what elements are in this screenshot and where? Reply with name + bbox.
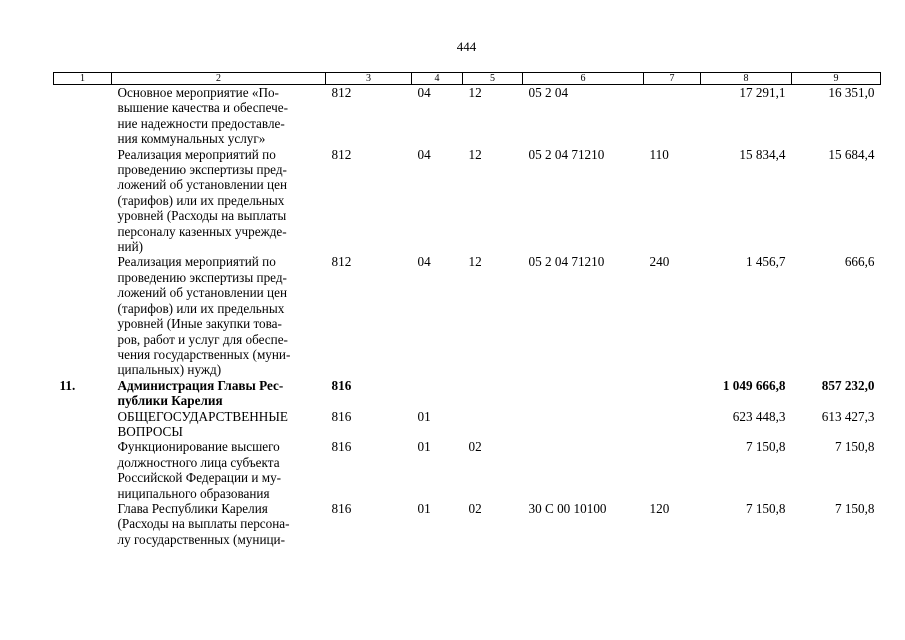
row-value-year2: 7 150,8 bbox=[834, 500, 875, 516]
row-name-line: чения государственных (муни- bbox=[117, 346, 291, 362]
row-name bbox=[112, 439, 326, 501]
table-row bbox=[54, 378, 881, 409]
row-section bbox=[412, 378, 463, 409]
row-expense-type: 120 bbox=[649, 500, 670, 516]
row-name-line: ципальных) нужд) bbox=[117, 362, 222, 378]
row-expense-type bbox=[644, 409, 701, 440]
row-ministry-code: 816 bbox=[331, 408, 352, 424]
row-section: 01 bbox=[417, 500, 431, 516]
row-ministry-code: 816 bbox=[331, 439, 352, 455]
column-header-7: 7 bbox=[644, 73, 701, 85]
row-name-line: Функционирование высшего bbox=[117, 439, 280, 455]
row-ministry-code: 812 bbox=[331, 85, 352, 100]
row-name-line: (тарифов) или их предельных bbox=[117, 192, 285, 208]
row-name-line: проведению экспертизы пред- bbox=[117, 162, 287, 178]
row-name bbox=[112, 501, 326, 547]
budget-table bbox=[53, 72, 881, 547]
row-subsection bbox=[463, 409, 523, 440]
row-number bbox=[54, 147, 112, 255]
row-expense-type bbox=[644, 378, 701, 409]
row-name-line: уровней (Иные закупки това- bbox=[117, 316, 282, 332]
row-section: 01 bbox=[417, 408, 431, 424]
row-expense-type: 110 bbox=[649, 146, 669, 162]
row-section: 04 bbox=[417, 85, 431, 100]
row-subsection: 02 bbox=[468, 439, 482, 455]
row-name-line: ний) bbox=[117, 239, 144, 255]
table-row bbox=[54, 85, 881, 147]
row-number: 11. bbox=[59, 377, 76, 393]
row-name-line: ВОПРОСЫ bbox=[117, 423, 183, 439]
row-name-line: (тарифов) или их предельных bbox=[117, 300, 285, 316]
row-subsection: 12 bbox=[468, 85, 482, 100]
table-row bbox=[54, 409, 881, 440]
row-name-line: Российской Федерации и му- bbox=[117, 470, 282, 486]
row-name-line: ложений об установлении цен bbox=[117, 177, 288, 193]
row-ministry-code: 812 bbox=[331, 146, 352, 162]
table-header bbox=[54, 73, 881, 85]
row-name bbox=[112, 147, 326, 255]
row-name-line: лу государственных (муници- bbox=[117, 531, 286, 547]
row-name-line: ров, работ и услуг для обеспе- bbox=[117, 331, 288, 347]
row-name-line: Основное мероприятие «По- bbox=[117, 85, 279, 100]
row-section: 04 bbox=[417, 146, 431, 162]
row-name-line: Глава Республики Карелия bbox=[117, 500, 268, 516]
table-row bbox=[54, 147, 881, 255]
column-header-9: 9 bbox=[792, 73, 881, 85]
row-name-line: уровней (Расходы на выплаты bbox=[117, 208, 287, 224]
row-name-line: Реализация мероприятий по bbox=[117, 146, 276, 162]
row-name-line: должностного лица субъекта bbox=[117, 454, 280, 470]
row-name-line: Администрация Главы Рес- bbox=[117, 377, 284, 393]
row-name-line: персоналу казенных учрежде- bbox=[117, 223, 287, 239]
row-target-article: 05 2 04 71210 bbox=[528, 254, 605, 270]
row-name-line: Реализация мероприятий по bbox=[117, 254, 276, 270]
row-target-article bbox=[523, 439, 644, 501]
row-number bbox=[54, 254, 112, 377]
row-name-line: проведению экспертизы пред- bbox=[117, 269, 287, 285]
row-expense-type bbox=[644, 85, 701, 147]
row-name bbox=[112, 85, 326, 147]
row-value-year2: 7 150,8 bbox=[834, 439, 875, 455]
table-body bbox=[54, 85, 881, 548]
row-value-year1: 623 448,3 bbox=[732, 408, 786, 424]
column-header-1: 1 bbox=[54, 73, 112, 85]
table-row bbox=[54, 439, 881, 501]
row-name bbox=[112, 409, 326, 440]
row-expense-type bbox=[644, 439, 701, 501]
row-number bbox=[54, 501, 112, 547]
row-value-year1: 17 291,1 bbox=[739, 85, 786, 100]
column-header-5: 5 bbox=[463, 73, 523, 85]
row-target-article: 30 С 00 10100 bbox=[528, 500, 607, 516]
row-value-year1: 1 049 666,8 bbox=[722, 377, 786, 393]
table-row bbox=[54, 254, 881, 377]
row-name bbox=[112, 378, 326, 409]
row-value-year1: 15 834,4 bbox=[739, 146, 786, 162]
row-target-article bbox=[523, 378, 644, 409]
row-value-year1: 7 150,8 bbox=[745, 439, 786, 455]
row-target-article bbox=[523, 409, 644, 440]
row-value-year2: 15 684,4 bbox=[828, 146, 875, 162]
header-row bbox=[54, 73, 881, 85]
row-name-line: ниципального образования bbox=[117, 485, 270, 501]
column-header-4: 4 bbox=[412, 73, 463, 85]
row-name-line: ния коммунальных услуг» bbox=[117, 131, 266, 147]
column-header-6: 6 bbox=[523, 73, 644, 85]
row-subsection bbox=[463, 378, 523, 409]
row-section: 04 bbox=[417, 254, 431, 270]
row-subsection: 02 bbox=[468, 500, 482, 516]
row-name-line: ние надежности предоставле- bbox=[117, 115, 285, 131]
row-name-line: публики Карелия bbox=[117, 393, 223, 409]
row-subsection: 12 bbox=[468, 254, 482, 270]
row-value-year2: 666,6 bbox=[844, 254, 875, 270]
row-number bbox=[54, 409, 112, 440]
page-number: 444 bbox=[456, 39, 477, 54]
row-name-line: ложений об установлении цен bbox=[117, 285, 288, 301]
row-target-article: 05 2 04 71210 bbox=[528, 146, 605, 162]
row-number bbox=[54, 85, 112, 147]
column-header-2: 2 bbox=[112, 73, 326, 85]
row-section: 01 bbox=[417, 439, 431, 455]
row-value-year1: 1 456,7 bbox=[745, 254, 786, 270]
row-number bbox=[54, 439, 112, 501]
row-name-line: (Расходы на выплаты персона- bbox=[117, 516, 290, 532]
row-ministry-code: 816 bbox=[331, 500, 352, 516]
row-target-article: 05 2 04 bbox=[528, 85, 569, 100]
row-name bbox=[112, 254, 326, 377]
row-value-year1: 7 150,8 bbox=[745, 500, 786, 516]
column-header-8: 8 bbox=[701, 73, 792, 85]
row-expense-type: 240 bbox=[649, 254, 670, 270]
row-ministry-code: 812 bbox=[331, 254, 352, 270]
column-header-3: 3 bbox=[326, 73, 412, 85]
row-value-year2: 613 427,3 bbox=[821, 408, 875, 424]
row-name-line: ОБЩЕГОСУДАРСТВЕННЫЕ bbox=[117, 408, 288, 424]
row-value-year2: 857 232,0 bbox=[821, 377, 875, 393]
row-name-line: вышение качества и обеспече- bbox=[117, 100, 289, 116]
row-ministry-code: 816 bbox=[331, 377, 352, 393]
row-value-year2: 16 351,0 bbox=[828, 85, 875, 100]
table-row bbox=[54, 501, 881, 547]
row-subsection: 12 bbox=[468, 146, 482, 162]
